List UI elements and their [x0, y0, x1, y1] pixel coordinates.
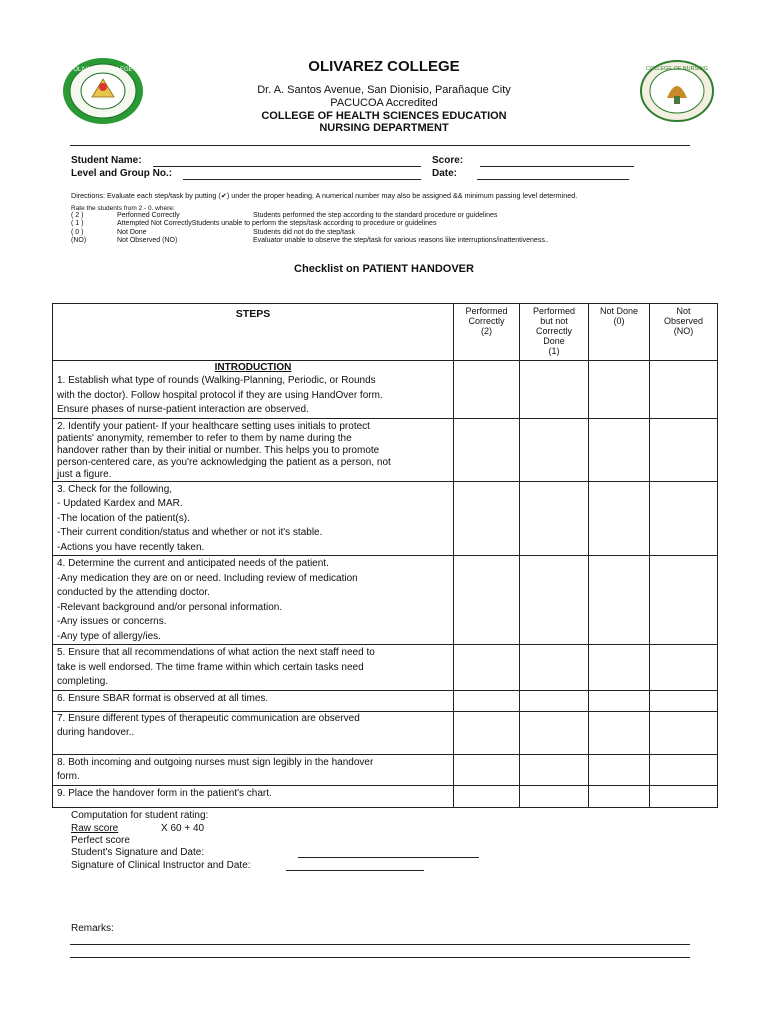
left-seal-year: 1976: [96, 113, 110, 119]
rating-instruction: Rate the students from 2 - 0. where:: [71, 205, 175, 212]
college-name: OLIVAREZ COLLEGE: [308, 58, 460, 75]
rating-cell[interactable]: [520, 645, 589, 691]
rating-cell[interactable]: [650, 418, 718, 481]
table-row: [53, 556, 718, 645]
rating-cell[interactable]: [650, 785, 718, 807]
scale-description: Students performed the step according to the standard procedure or guidelines: [253, 212, 498, 219]
rating-cell[interactable]: [454, 690, 520, 711]
scale-row: [71, 229, 691, 237]
date-label: Date:: [432, 168, 458, 179]
rating-cell[interactable]: [650, 690, 718, 711]
header-divider: [70, 145, 690, 146]
rating-cell[interactable]: [454, 556, 520, 645]
table-row: [53, 711, 718, 754]
rating-cell[interactable]: [589, 418, 650, 481]
steps-header: STEPS: [53, 304, 454, 361]
not-done-header: Not Done (0): [589, 304, 650, 361]
not-observed-header: Not Observed (NO): [650, 304, 718, 361]
step-cell: 4. Determine the current and anticipated needs of the patient. -Any medication they are on or need. Including review of medication conducted by the attending doctor. -Relevant background and/or personal information. -Any issues or concerns. -Any type of allergy/ies.: [53, 556, 454, 645]
student-name-label: Student Name:: [71, 155, 142, 166]
performed-correctly-header: Performed Correctly (2): [454, 304, 520, 361]
score-formula: X 60 + 40: [161, 823, 205, 834]
step-cell: 9. Place the handover form in the patient's chart.: [53, 785, 454, 807]
scale-description: Students did not do the step/task: [253, 229, 355, 236]
rating-cell[interactable]: [589, 361, 650, 419]
table-row: [53, 785, 718, 807]
rating-cell[interactable]: [520, 418, 589, 481]
scale-code: (NO): [71, 237, 87, 244]
rating-cell[interactable]: [520, 711, 589, 754]
scale-row: [71, 212, 691, 220]
student-signature-line[interactable]: [298, 857, 479, 858]
table-row: [53, 418, 718, 481]
remarks-line[interactable]: [70, 944, 690, 945]
table-row: [53, 690, 718, 711]
step-cell: 6. Ensure SBAR format is observed at all times.: [53, 690, 454, 711]
rating-cell[interactable]: [650, 556, 718, 645]
score-field[interactable]: [480, 166, 634, 167]
rating-cell[interactable]: [650, 481, 718, 556]
rating-cell[interactable]: [520, 690, 589, 711]
directions-text: Directions: Evaluate each step/task by putting (✔) under the proper heading. A numerical number may also be assigned && minimum passing level determined.: [71, 191, 578, 200]
scale-code: ( 2 ): [71, 212, 84, 219]
step-cell: 3. Check for the following, - Updated Kardex and MAR. -The location of the patient(s). -Their current condition/status and whether or not it's stable. -Actions you have recently taken.: [53, 481, 454, 556]
college-address: Dr. A. Santos Avenue, San Dionisio, Parañaque City: [257, 84, 511, 96]
accreditation: PACUCOA Accredited: [330, 97, 438, 109]
department-name: NURSING DEPARTMENT: [319, 122, 449, 134]
scale-row: [71, 237, 691, 245]
scale-row: [71, 220, 691, 228]
table-header-row: [53, 304, 718, 361]
table-row: [53, 481, 718, 556]
rating-cell[interactable]: [520, 481, 589, 556]
instructor-signature-line[interactable]: [286, 870, 424, 871]
scale-description: Evaluator unable to observe the step/task for various reasons like interruptions/inattentiveness..: [253, 237, 549, 244]
right-seal-ring-text: COLLEGE OF NURSING: [645, 66, 709, 72]
scale-code: ( 0 ): [71, 229, 84, 236]
rating-cell[interactable]: [454, 361, 520, 419]
table-row: [53, 754, 718, 785]
scale-label: Not Observed (NO): [117, 237, 178, 244]
computation-title: Computation for student rating:: [71, 810, 209, 821]
rating-cell[interactable]: [650, 711, 718, 754]
rating-cell[interactable]: [454, 645, 520, 691]
level-group-label: Level and Group No.:: [71, 168, 173, 179]
remarks-line[interactable]: [70, 957, 690, 958]
rating-cell[interactable]: [454, 754, 520, 785]
rating-cell[interactable]: [520, 754, 589, 785]
perfect-score-label: Perfect score: [71, 835, 130, 846]
instructor-signature-label: Signature of Clinical Instructor and Date:: [71, 860, 251, 871]
rating-cell[interactable]: [650, 645, 718, 691]
rating-cell[interactable]: [589, 754, 650, 785]
rating-cell[interactable]: [520, 556, 589, 645]
rating-cell[interactable]: [589, 645, 650, 691]
introduction-label: INTRODUCTION: [214, 362, 292, 373]
table-row: [53, 645, 718, 691]
scale-code: ( 1 ): [71, 220, 84, 227]
checklist-title: Checklist on PATIENT HANDOVER: [294, 263, 474, 275]
rating-cell[interactable]: [650, 754, 718, 785]
checklist-table: [52, 303, 718, 808]
step-cell: 2. Identify your patient- If your healthcare setting uses initials to protect patients' anonymity, remember to refer to them by name during the handover rather than by their initial or number. This helps you to promote person-centered care, as you're acknowledging the patient as a person, not just a figure.: [53, 418, 454, 481]
raw-score-label: Raw score: [71, 823, 119, 834]
level-group-field[interactable]: [183, 179, 421, 180]
student-signature-label: Student's Signature and Date:: [71, 847, 205, 858]
step-cell: 5. Ensure that all recommendations of what action the next staff need to take is well endorsed. The time frame within which certain tasks need completing.: [53, 645, 454, 691]
date-field[interactable]: [477, 179, 629, 180]
rating-cell[interactable]: [520, 785, 589, 807]
remarks-label: Remarks:: [71, 923, 114, 934]
rating-cell[interactable]: [520, 361, 589, 419]
rating-cell[interactable]: [650, 361, 718, 419]
score-label: Score:: [432, 155, 464, 166]
table-row: [53, 361, 718, 419]
rating-cell[interactable]: [589, 556, 650, 645]
rating-cell[interactable]: [589, 785, 650, 807]
rating-cell[interactable]: [454, 785, 520, 807]
scale-label: Attempted Not CorrectlyStudents unable to perform the steps/task according to procedure or guidelines: [117, 220, 437, 227]
rating-cell[interactable]: [454, 481, 520, 556]
step-cell: 7. Ensure different types of therapeutic communication are observed during handover..: [53, 711, 454, 754]
left-seal-ring-text: OLIVAREZ COLLEGE: [73, 67, 133, 73]
scale-label: Performed Correctly: [117, 212, 180, 219]
college-unit: COLLEGE OF HEALTH SCIENCES EDUCATION: [261, 110, 507, 122]
rating-cell[interactable]: [454, 711, 520, 754]
rating-cell[interactable]: [589, 481, 650, 556]
step-cell: INTRODUCTION 1. Establish what type of rounds (Walking-Planning, Periodic, or Rounds with the doctor). Follow hospital protocol if they are using HandOver form. Ensure phases of nurse-patient interaction are observed.: [53, 361, 454, 419]
step-cell: 8. Both incoming and outgoing nurses must sign legibly in the handover form.: [53, 754, 454, 785]
performed-not-correctly-header: Performed but not Correctly Done (1): [520, 304, 589, 361]
rating-cell[interactable]: [589, 711, 650, 754]
rating-cell[interactable]: [589, 690, 650, 711]
rating-cell[interactable]: [454, 418, 520, 481]
student-name-field[interactable]: [153, 166, 421, 167]
scale-label: Not Done: [117, 229, 147, 236]
